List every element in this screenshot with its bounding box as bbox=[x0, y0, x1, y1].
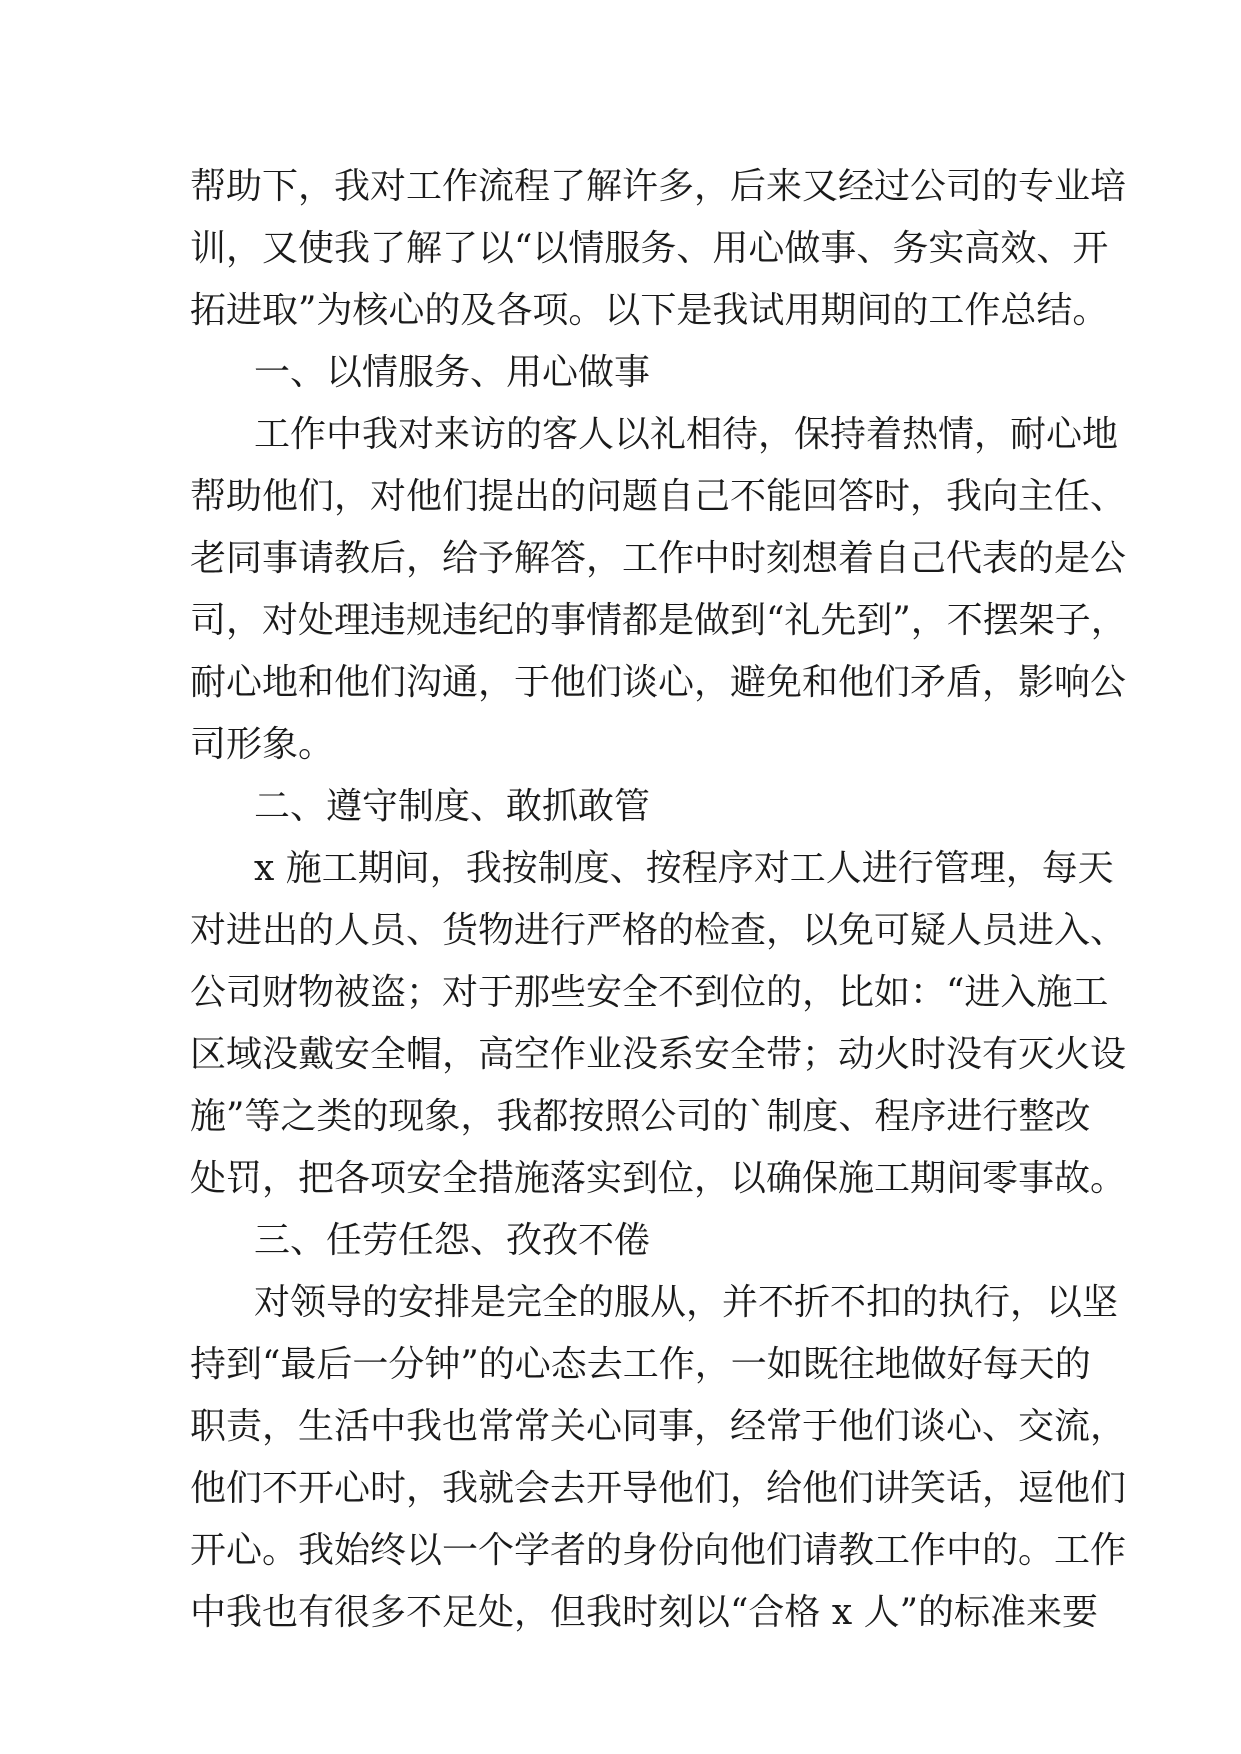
paragraph-last-line: 司形象。 bbox=[190, 724, 335, 765]
body-line: 老同事请教后，给予解答，工作中时刻想着自己代表的是公 bbox=[190, 538, 1127, 579]
body-line: 持到“最后一分钟”的心态去工作，一如既往地做好每天的 bbox=[190, 1344, 1091, 1385]
section-heading-3: 三、任劳任怨、孜孜不倦 bbox=[254, 1220, 651, 1261]
paragraph-first-line: 工作中我对来访的客人以礼相待，保持着热情，耐心地 bbox=[254, 414, 1119, 455]
paragraph-first-line: x 施工期间，我按制度、按程序对工人进行管理，每天 bbox=[254, 848, 1114, 889]
body-line: 帮助他们，对他们提出的问题自己不能回答时，我向主任、 bbox=[190, 476, 1127, 517]
paragraph-first-line: 对领导的安排是完全的服从，并不折不扣的执行，以坚 bbox=[254, 1282, 1119, 1323]
section-heading-1: 一、以情服务、用心做事 bbox=[254, 352, 651, 393]
body-line: 处罚，把各项安全措施落实到位，以确保施工期间零事故。 bbox=[190, 1158, 1127, 1199]
body-line: 中我也有很多不足处，但我时刻以“合格 x 人”的标准来要 bbox=[190, 1592, 1098, 1633]
body-line: 他们不开心时，我就会去开导他们，给他们讲笑话，逗他们 bbox=[190, 1468, 1127, 1509]
body-line: 司，对处理违规违纪的事情都是做到“礼先到”，不摆架子， bbox=[190, 600, 1127, 641]
body-line: 职责，生活中我也常常关心同事，经常于他们谈心、交流， bbox=[190, 1406, 1127, 1447]
section-heading-2: 二、遵守制度、敢抓敢管 bbox=[254, 786, 651, 827]
body-line: 帮助下，我对工作流程了解许多，后来又经过公司的专业培 bbox=[190, 166, 1127, 207]
document-body bbox=[190, 156, 1127, 1644]
body-line: 施”等之类的现象，我都按照公司的`制度、程序进行整改 bbox=[190, 1096, 1091, 1137]
body-line: 耐心地和他们沟通，于他们谈心，避免和他们矛盾，影响公 bbox=[190, 662, 1127, 703]
body-line: 公司财物被盗；对于那些安全不到位的，比如：“进入施工 bbox=[190, 972, 1109, 1013]
body-line: 区域没戴安全帽，高空作业没系安全带；动火时没有灭火设 bbox=[190, 1034, 1127, 1075]
body-line: 对进出的人员、货物进行严格的检查，以免可疑人员进入、 bbox=[190, 910, 1127, 951]
body-line: 训，又使我了解了以“以情服务、用心做事、务实高效、开 bbox=[190, 228, 1109, 269]
body-line: 开心。我始终以一个学者的身份向他们请教工作中的。工作 bbox=[190, 1530, 1127, 1571]
body-line: 拓进取”为核心的及各项。以下是我试用期间的工作总结。 bbox=[190, 290, 1109, 331]
